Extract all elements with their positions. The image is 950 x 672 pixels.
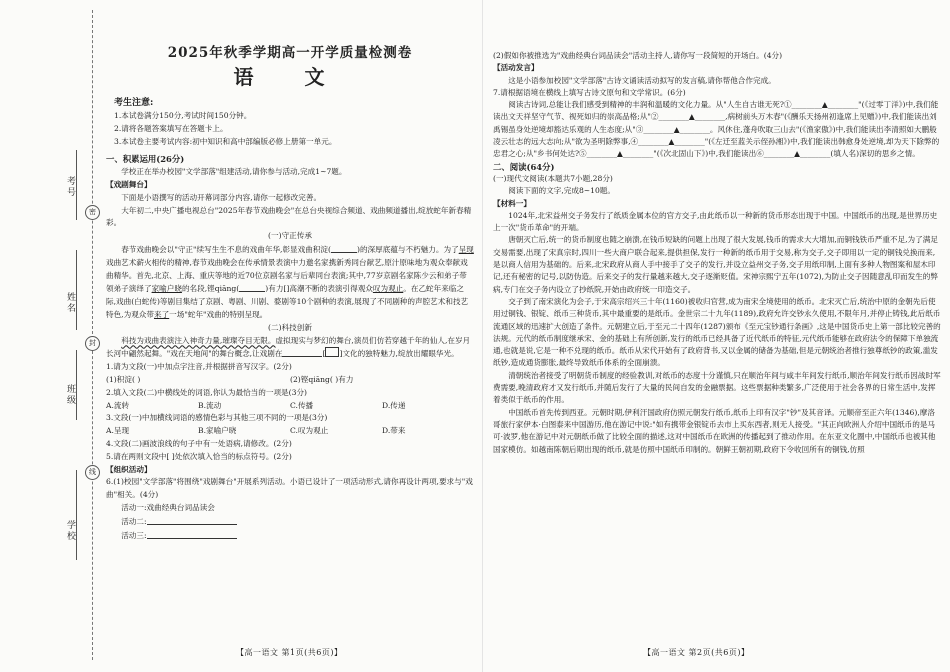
- q3-option-c[interactable]: C.叹为观止: [290, 426, 329, 436]
- note-1: 1.本试卷满分150分,考试时间150分钟。: [114, 111, 252, 120]
- material-1-heading: 【材料一】: [493, 198, 531, 208]
- question-2: 2.填入文段(二)中横线处的词语,你认为最恰当的一项是(3分): [106, 387, 307, 397]
- notes-heading: 考生注意:: [114, 98, 154, 108]
- question-2-options: [106, 400, 474, 413]
- box-1-intro: 下面是小语撰写的活动开幕词部分内容,请你一起修改完善。: [121, 192, 322, 202]
- note-3: 3.本试卷主要考试内容:初中知识和高中部编版必修上册第一单元。: [114, 136, 337, 146]
- xuexiao-field[interactable]: [76, 470, 77, 560]
- q2-option-a[interactable]: A.流转: [106, 400, 130, 410]
- exam-page-2: [482, 0, 950, 672]
- seal-mark-feng: 封: [85, 336, 100, 351]
- label-kaohao: 考号: [65, 176, 75, 198]
- question-1: 1.请为文段(一)中加点字注音,并根据拼音写汉字。(2分): [106, 362, 292, 372]
- page-1-footer: 【高一语文 第1页(共6页)】: [236, 648, 343, 657]
- binding-strip: [0, 0, 96, 672]
- question-3: 3.文段(一)中加横线词语的感情色彩与其他三项不同的一项是(3分): [106, 413, 328, 423]
- activity-2[interactable]: 活动二:: [106, 515, 474, 529]
- passage-1: 春节戏曲晚会以"守正"续写生生不息的戏曲年华,彰显戏曲积淀( )的深厚底蕴与不朽魅力。为了呈现戏曲艺术薪火相传的精神,春节戏曲晚会在传承情景表演中力邀名家携新秀同台献艺,原汁原味地为观众奉献戏曲精华。首先,北京、上海、重庆等地的近70位京剧名家与后辈同台表演;其中,77岁京剧名家陈少云和弟子带领弟子演绎了家喻户晓的名段,铿qiāng( )有力[]高潮不断的表演引得观众叹为观止。在乙蛇年来临之际,戏曲(白蛇传)等剧目集结了京剧、粤剧、川剧、婺剧等10个剧种的表演,展现了不同剧种的声腔艺术和技艺特色,为观众带来了一场"蛇年"戏曲的特别呈现。: [106, 244, 474, 319]
- passage-opening: 大年初二,中央广播电视总台"2025年春节戏曲晚会"在总台央视综合频道、戏曲频道播出,绽放蛇年新春精彩。: [106, 205, 472, 228]
- kaohao-field[interactable]: [76, 150, 77, 220]
- question-6-2: (2)假如你被推选为"戏曲经典台词品读会"活动主持人,请你写一段简短的开场白。(4分): [493, 51, 783, 60]
- box-heading-organize: 【组织活动】: [106, 464, 152, 474]
- material-paragraph: 1024年,北宋益州交子务发行了纸质金属本位的官方交子,由此纸币以一种新的货币形态出现于中国。中国纸币的出现,是世界历史上一次"货币革命"的开端。: [493, 210, 938, 233]
- q2-option-b[interactable]: B.流动: [198, 400, 222, 410]
- q3-option-a[interactable]: A.呈现: [106, 426, 130, 436]
- subheading-1: (一)守正传承: [268, 231, 312, 241]
- q3-option-d[interactable]: D.带来: [382, 426, 406, 436]
- seal-mark-xian: 线: [85, 465, 100, 480]
- page-2-footer: 【高一语文 第2页(共6页)】: [643, 648, 750, 657]
- exam-title: 2025年秋季学期高一开学质量检测卷: [167, 45, 413, 61]
- subject-title: 语 文: [233, 65, 347, 89]
- section-1-heading: 一、积累运用(26分): [106, 154, 185, 165]
- seal-line: [92, 10, 93, 660]
- box-heading-speech: 【活动发言】: [493, 63, 539, 73]
- section-2-1-intro: 阅读下面的文字,完成8~10题。: [508, 186, 615, 196]
- subheading-2: (二)科技创新: [268, 322, 312, 332]
- q1-blank-1[interactable]: (1)积淀( ): [106, 374, 141, 384]
- section-2-1-heading: (一)现代文阅读(本题共7小题,28分): [493, 173, 613, 183]
- note-2: 2.请将各题答案填写在答题卡上。: [114, 123, 228, 133]
- poem-fill-passage[interactable]: 阅读古诗词,总能让我们感受到精神的丰润和温暖的文化力量。从"人生自古谁无死?①________▲________"(《过零丁洋》)中,我们能读出文天祥坚守气节、视死如归的崇高品格;从"②________▲________,病树前头万木春"(《酬乐天扬州初逢席上见赠》)中,我们能读出刘禹锡虽身处逆境却豁达乐观的人生态度;从"③________▲________。风休住,蓬舟吹取三山去"(《渔家傲》)中,我们能读出李清照如大鹏般凌云壮志的远大志向;从"欲为圣明除弊事,④________▲________"(《左迁至蓝关示侄孙湘》)中,我们能读出韩愈身处逆境,却为天下除弊的忠君之心;从"乡书何处达?⑤________▲________"(《次北固山下》)中,我们能读出⑥________▲________(填人名)深切的思乡之情。: [493, 100, 940, 159]
- page-2-content: [493, 50, 941, 456]
- section-2-heading: 二、阅读(64分): [493, 161, 555, 172]
- question-5: 5.请在两则文段中[ ]处依次填入恰当的标点符号。(2分): [106, 451, 292, 461]
- material-paragraph: 清朝统治者接受了明朝货币制度的经验教训,对纸币的态度十分谨慎,只在顺治年间与咸丰年间发行纸币,顺治年间发行纸币因战时军费需要,晚清政府才又发行纸币,并随后发行了大量的民间自发的金融票据。这些票据种类繁多,广泛使用于社会各界的日常生活中,发挥着类似于纸币的作用。: [493, 370, 941, 405]
- question-6: 6.(1)校园"文学部落"将围绕"戏剧舞台"开展系列活动。小语已设计了一项活动形式,请你再设计两项,要求与"戏曲"相关。(4分): [106, 477, 473, 500]
- activity-1: 活动一:戏曲经典台词品读会: [121, 502, 215, 512]
- question-4: 4.文段(二)画波浪线的句子中有一处语病,请修改。(2分): [106, 438, 292, 448]
- q2-option-d[interactable]: D.传递: [382, 400, 406, 410]
- section-1-intro: 学校正在举办校园"文学部落"组建活动,请你参与活动,完成1~7题。: [121, 167, 347, 177]
- q3-option-b[interactable]: B.家喻户晓: [198, 426, 237, 436]
- seal-mark-mi: 密: [85, 205, 100, 220]
- material-paragraph: 唐朝灭亡后,统一的货币制度也随之崩溃,在钱币短缺的问题上出现了很大发展,钱币的需求大大增加,而铜钱铁币严重不足,为了满足交易需要,出现了宋真宗时,四川一些大商户联合起来,提供担保,发行一种新的纸币用于交易,称为交子,交子即用以一定的铜钱兑换而来,是以商人信用为基础的。后来,北宋政府从商人手中接手了交子的发行,并设立益州交子务,交子用纸印制,上面有多种人物图案和屋木印记,还有秘密的记号,以防伪造。后来交子的发行量越来越大,交子逐渐贬值。宋神宗熙宁五年(1072),为防止交子因随意乱印而发生的弊病,专门在交子务内设立了抄纸院,开始由政府统一印造交子。: [493, 235, 938, 294]
- activity-3[interactable]: 活动三:: [106, 529, 474, 543]
- question-7: 7.请根据语境在横线上填写古诗文原句和文学常识。(6分): [493, 87, 686, 97]
- box-3-text: 这是小语参加校园"文学部落"古诗文诵读活动拟写的发言稿,请你帮他合作完成。: [508, 75, 776, 85]
- xingming-field[interactable]: [76, 250, 77, 330]
- question-3-options: [106, 425, 474, 438]
- box-heading-drama-stage: 【戏剧舞台】: [106, 179, 152, 189]
- label-xuexiao: 学校: [65, 520, 75, 542]
- material-paragraph: 交子到了南宋演化为会子,于宋高宗绍兴三十年(1160)被收归官营,成为南宋全境使用的纸币。北宋灭亡后,统治中原的金朝先后使用过铜钱、银锭、纸币三种货币,其中最重要的是纸币。金世宗二十九年(1189),政府允许交钞永久使用,不限年月,并停止铸钱,此后纸币流通区域的迅速扩大创造了条件。元朝建立后,于至元二十四年(1287)颁布《至元宝钞通行条画》,这是中国货币史上第一部比较完善的法规。元代的纸币制度继承宋、金的基础上有所创新,发行的纸币已经具备了近代纸币的特征,元代纸币能够在政府法令的保障下单独流通,也就是说,它是一种不兑现的纸币。纸币从宋代开始有了政府背书,又以金属的储备为基础,但是元朝统治者推行独尊纸钞的政策,滥发纸钞,造成通货膨胀,最终导致纸币体系的全面崩溃。: [493, 296, 941, 368]
- page-1-content: [106, 44, 474, 542]
- banji-field[interactable]: [76, 350, 77, 420]
- q1-blank-2[interactable]: (2)铿qiāng( )有力: [290, 374, 354, 384]
- material-paragraph: 中国纸币首先传到西亚。元朝时期,伊利汗国政府仿照元朝发行纸币,纸币上印有汉字"钞"及其音译。元顺帝至正六年(1346),摩洛哥旅行家伊本·白图泰来中国游历,他在游记中说:"如有携带金银锭币去市上买东西者,则无人接受。"其正向欧洲人介绍中国纸币的是马可·波罗,他在游记中对元朝纸币做了比较全面的描述,这对中国纸币在欧洲的传播起到了推动作用。在东亚文化圈中,中国纸币也被其他国家模仿。如越南陈朝后期出现的纸币,就是仿照中国纸币印制的。朝鲜王朝初期,政府下令收回所有的铜钱,仿照: [493, 407, 936, 454]
- label-xingming: 姓名: [65, 292, 75, 314]
- question-1-options: [106, 374, 474, 387]
- label-banji: 班级: [65, 384, 75, 406]
- passage-2: 科技为戏曲表演注入神奇力量,璀璨夺目无限。虚拟现实与梦幻的舞台,演员们仿若穿越千年的仙人,在岁月长河中翩然起舞。"戏在天地间"的舞台概念,让戏剧在 [ ]文化的独特魅力,绽放出耀眼华光。: [106, 335, 471, 359]
- q2-option-c[interactable]: C.传播: [290, 400, 314, 410]
